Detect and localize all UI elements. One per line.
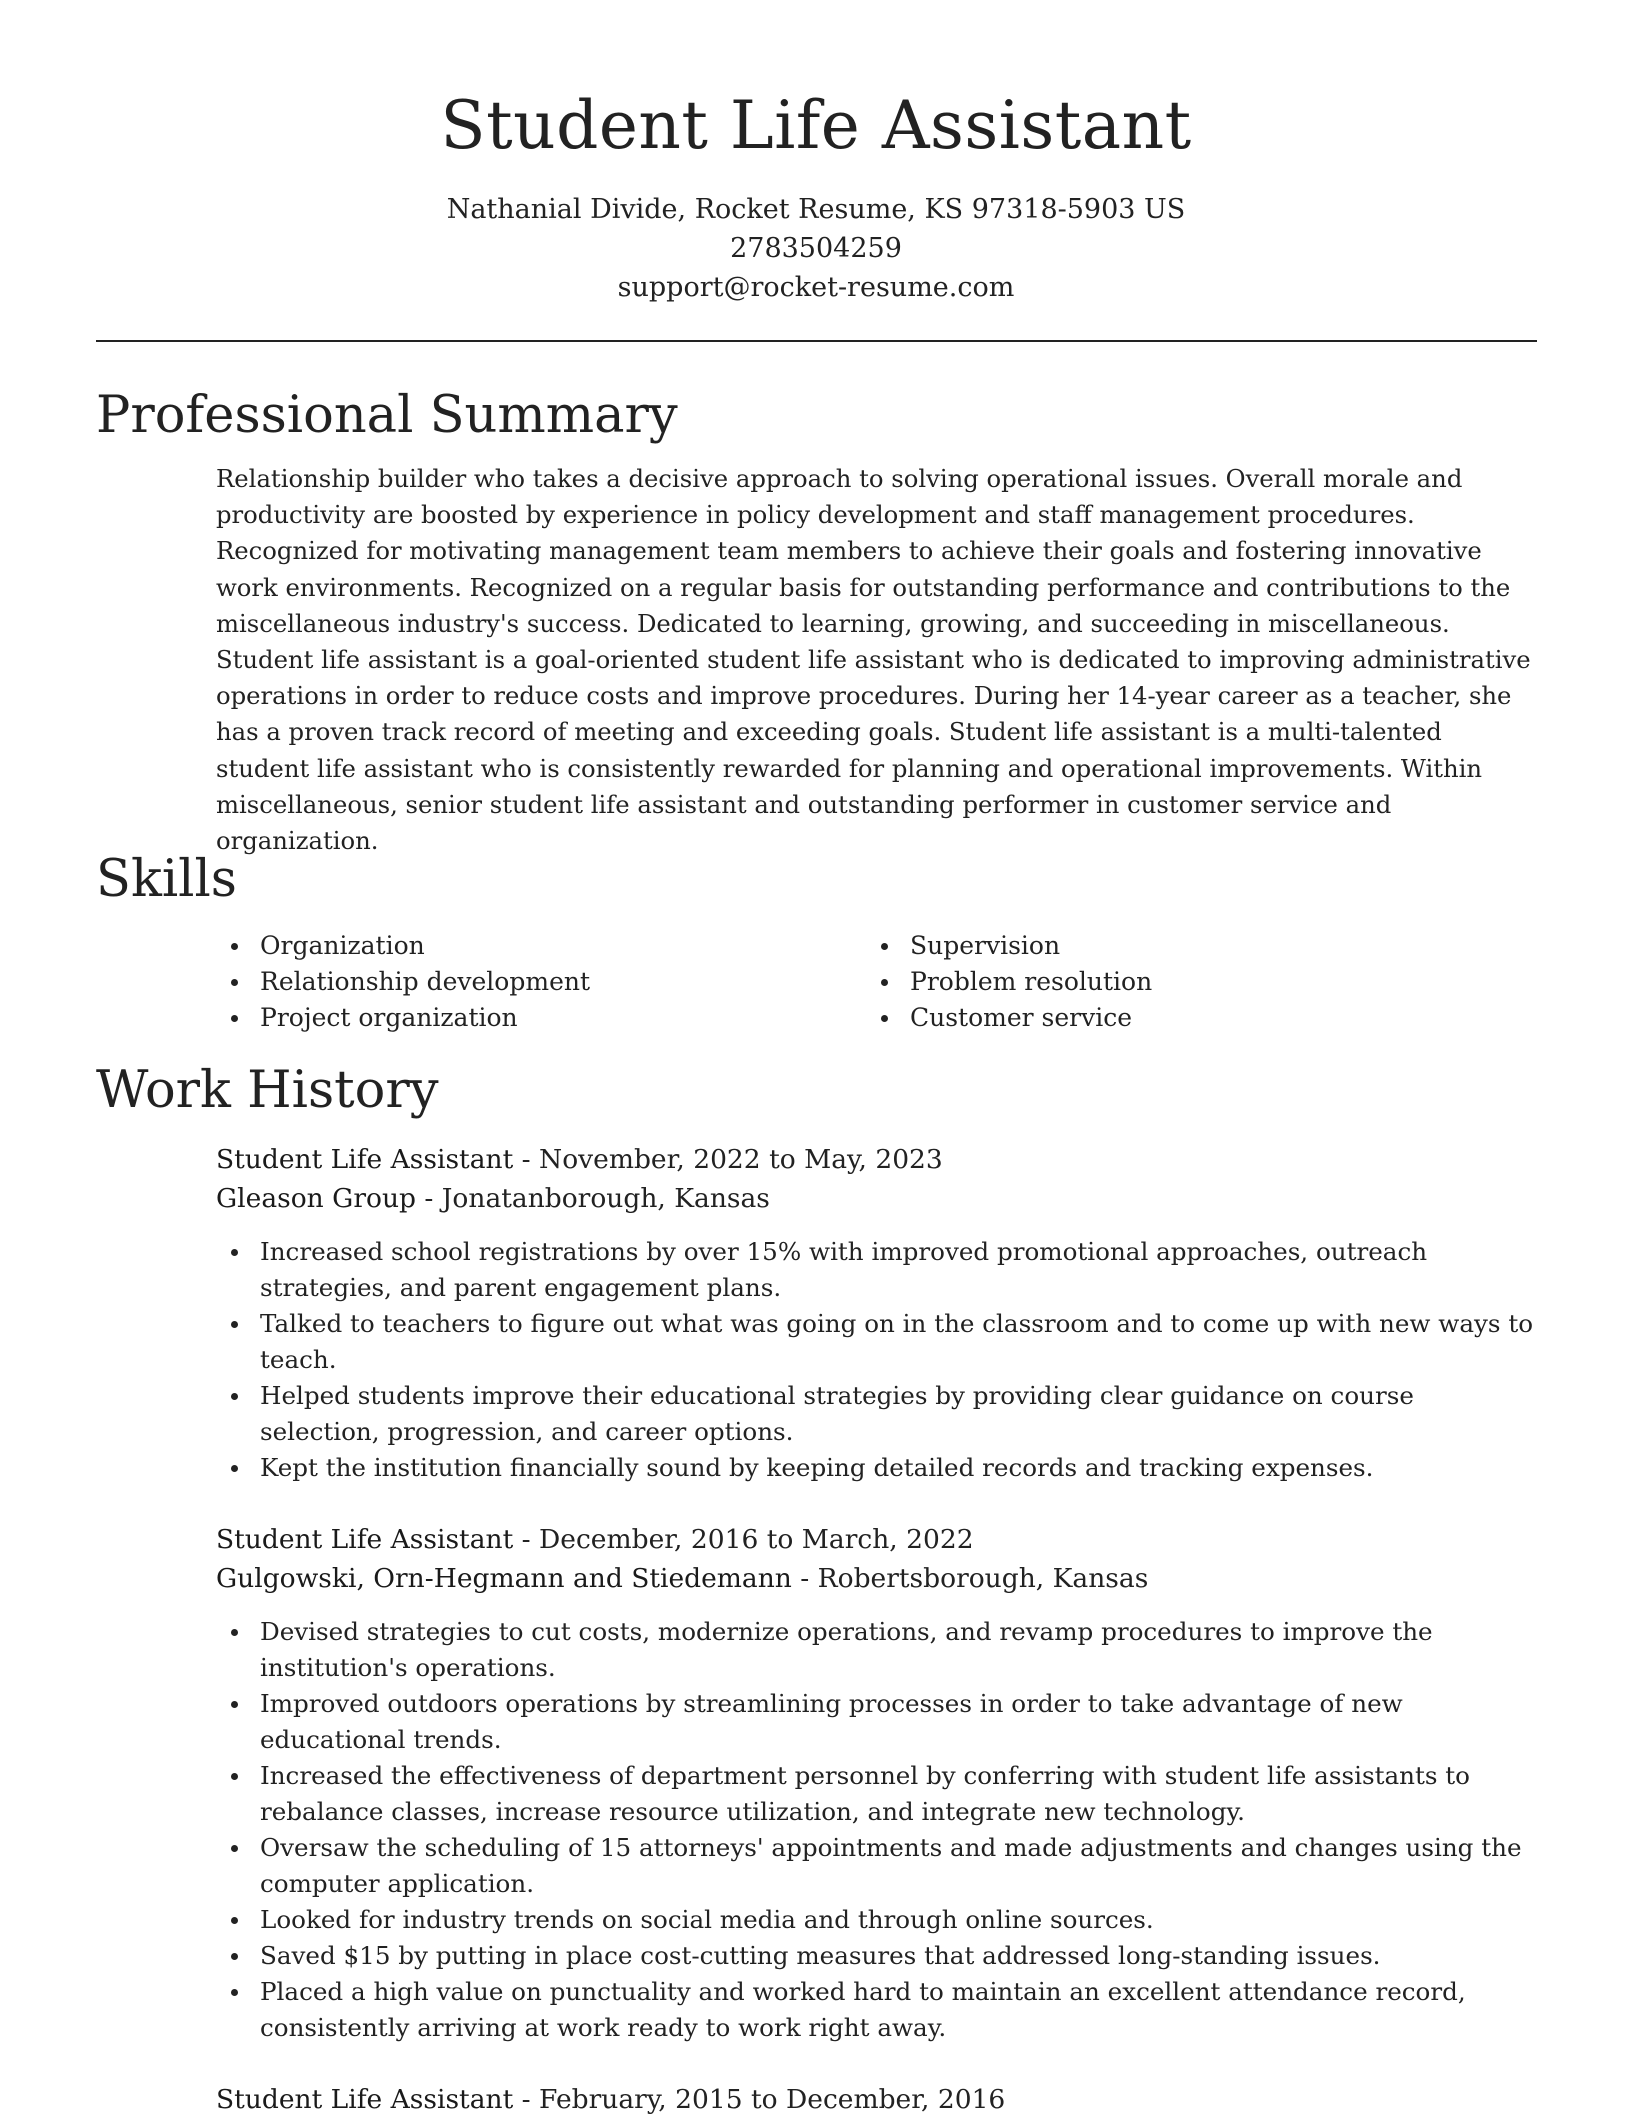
skill-item: Project organization [216,1000,590,1036]
job-location: - Jonatanborough, Kansas [416,1183,770,1214]
job-bullet: Saved $15 by putting in place cost-cutting measures that addressed long-standing issues. [216,1938,1538,1974]
job-header [216,1140,943,1218]
job-bullet-list [216,1234,1538,1486]
resume-header [0,0,1632,307]
summary-text: Relationship builder who takes a decisive approach to solving operational issues. Overall morale and productivity are boosted by experience in policy development and staff management procedures. Recognized for motivating management team members to achieve their goals and fostering innovative work environments. Recognized on a regular basis for outstanding performance and contributions to the miscellaneous industry's success. Dedicated to learning, growing, and succeeding in miscellaneous. Student life assistant is a goal-oriented student life assistant who is dedicated to improving administrative operations in order to reduce costs and improve procedures. During her 14-year career as a teacher, she has a proven track record of meeting and exceeding goals. Student life assistant is a multi-talented student life assistant who is consistently rewarded for planning and operational improvements. Within miscellaneous, senior student life assistant and outstanding performer in customer service and organization. [216,464,1531,856]
job-org-line [216,1559,1148,1598]
skills-list-right [866,928,1152,1036]
job-title-line [216,2080,1005,2119]
job-dates: - November, 2022 to May, 2023 [513,1144,943,1175]
job-bullet: Kept the institution financially sound by keeping detailed records and tracking expenses. [216,1450,1538,1486]
job-bullet: Increased school registrations by over 15% with improved promotional approaches, outreach strategies, and parent engagement plans. [216,1234,1538,1306]
job-bullet: Looked for industry trends on social media and through online sources. [216,1902,1538,1938]
resume-name: Student Life Assistant [440,87,1192,164]
job-company: Gleason Group [216,1183,416,1214]
job-title: Student Life Assistant [216,1144,514,1175]
skills-list-left [216,928,590,1036]
job-dates: - February, 2015 to December, 2016 [513,2084,1006,2115]
skill-item: Relationship development [216,964,590,1000]
header-divider [96,340,1537,342]
job-bullet: Talked to teachers to figure out what was going on in the classroom and to come up with new ways to teach. [216,1306,1538,1378]
contact-email: support@rocket-resume.com [617,272,1015,303]
job-bullet: Increased the effectiveness of department personnel by conferring with student life assistants to rebalance classes, increase resource utilization, and integrate new technology. [216,1758,1538,1830]
job-bullet: Helped students improve their educational strategies by providing clear guidance on course selection, progression, and career options. [216,1378,1538,1450]
job-title: Student Life Assistant [216,2084,514,2115]
job-bullet: Devised strategies to cut costs, modernize operations, and revamp procedures to improve the institution's operations. [216,1614,1538,1686]
skill-item: Supervision [866,928,1152,964]
job-header [216,1520,1148,1598]
skill-item: Customer service [866,1000,1152,1036]
job-header [216,2080,1005,2119]
job-bullet-list [216,1614,1538,2046]
job-location: - Robertsborough, Kansas [791,1563,1149,1594]
job-bullet: Oversaw the scheduling of 15 attorneys' appointments and made adjustments and changes using the computer application. [216,1830,1538,1902]
job-company: Gulgowski, Orn-Hegmann and Stiedemann [216,1563,792,1594]
summary-heading: Professional Summary [96,386,678,445]
job-title-line [216,1520,1148,1559]
contact-phone: 2783504259 [730,233,902,264]
skill-item: Organization [216,928,590,964]
job-bullet: Placed a high value on punctuality and worked hard to maintain an excellent attendance record, consistently arriving at work ready to work right away. [216,1974,1538,2046]
contact-address: Nathanial Divide, Rocket Resume, KS 97318-5903 US [446,194,1186,225]
skills-heading: Skills [96,850,237,909]
skill-item: Problem resolution [866,964,1152,1000]
job-title: Student Life Assistant [216,1524,514,1555]
job-dates: - December, 2016 to March, 2022 [513,1524,974,1555]
job-bullet: Improved outdoors operations by streamlining processes in order to take advantage of new educational trends. [216,1686,1538,1758]
job-org-line [216,1179,943,1218]
job-title-line [216,1140,943,1179]
work-history-heading: Work History [96,1061,439,1120]
